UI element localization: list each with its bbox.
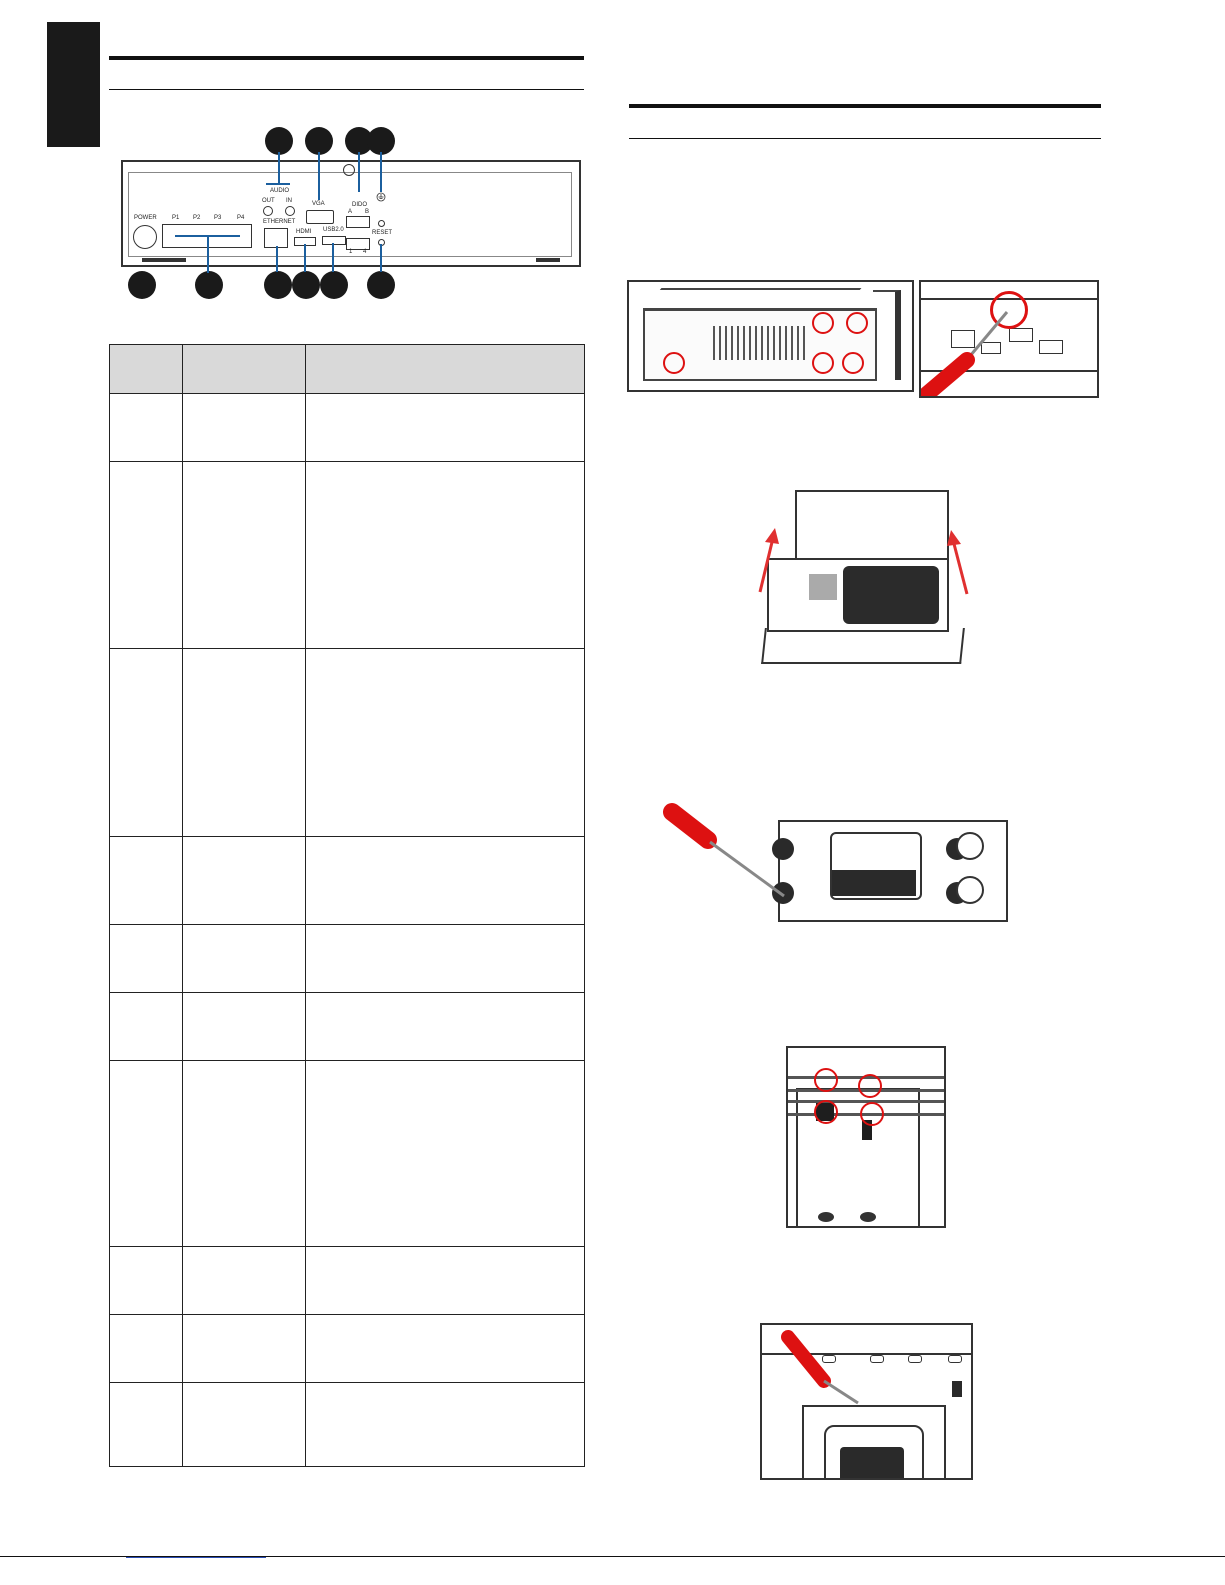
table-header-cell <box>110 345 183 394</box>
side-connector <box>952 1381 962 1397</box>
bracket-label-area <box>832 870 916 896</box>
side-screws-photo <box>627 280 914 392</box>
table-cell <box>306 1061 585 1247</box>
connector-marker <box>858 1074 882 1098</box>
ground-symbol-icon <box>376 192 386 202</box>
indicator-led-icon <box>378 220 385 227</box>
table-row <box>110 837 585 925</box>
table-cell <box>110 1315 183 1383</box>
port-label-p2: P2 <box>193 215 201 221</box>
right-section-rule-top <box>629 104 1101 108</box>
left-section-rule-bottom <box>109 89 584 90</box>
power-jack-icon <box>133 225 157 249</box>
table-cell <box>110 1061 183 1247</box>
table-cell <box>306 993 585 1061</box>
table-cell <box>183 1247 306 1315</box>
reset-callout-line <box>380 244 382 272</box>
screwdriver-icon <box>921 306 1021 396</box>
table-cell <box>110 394 183 462</box>
connector-table <box>109 344 585 1467</box>
usb-label: USB2.0 <box>323 227 344 233</box>
callout-dot-ethernet <box>264 271 292 299</box>
callout-dot-power <box>128 271 156 299</box>
language-side-tab <box>47 22 100 147</box>
ethernet-port-icon <box>264 228 288 248</box>
device-front-bezel <box>873 290 901 380</box>
table-cell <box>110 462 183 649</box>
screw-marker <box>846 312 868 334</box>
connector-marker <box>814 1068 838 1092</box>
connector-marker <box>860 1102 884 1126</box>
red-arrow-icon <box>941 528 981 598</box>
bracket-removal-photo <box>760 1323 973 1480</box>
screwdriver-icon <box>762 1325 872 1415</box>
table-cell <box>306 837 585 925</box>
audio-out-label: OUT <box>262 198 275 204</box>
hdd-drive <box>840 1447 904 1480</box>
hdmi-callout-line <box>304 244 306 272</box>
table-cell <box>306 462 585 649</box>
table-row <box>110 1247 585 1315</box>
hdmi-label: HDMI <box>296 229 312 235</box>
port-label-p1: P1 <box>172 215 180 221</box>
table-cell <box>183 993 306 1061</box>
dido-a-label: A <box>348 209 353 215</box>
table-cell <box>110 1247 183 1315</box>
rear-screw-photo <box>919 280 1099 398</box>
power-label: POWER <box>134 215 157 221</box>
callout-dot-ground <box>367 127 395 155</box>
bracket-hole <box>956 876 984 904</box>
table-cell <box>183 462 306 649</box>
port-label-p3: P3 <box>214 215 222 221</box>
callout-dot-reset <box>367 271 395 299</box>
table-cell <box>183 1383 306 1467</box>
bracket-hole <box>956 832 984 860</box>
table-cell <box>306 1383 585 1467</box>
port-label-p4: P4 <box>237 215 245 221</box>
fan-hole <box>818 1212 834 1222</box>
screw-marker <box>842 352 864 374</box>
audio-in-label: IN <box>286 198 292 204</box>
table-header-cell <box>183 345 306 394</box>
screwdriver-icon <box>660 798 790 908</box>
table-cell <box>110 925 183 993</box>
table-cell <box>110 993 183 1061</box>
reset-label: RESET <box>372 230 393 236</box>
connector-marker <box>814 1100 838 1124</box>
table-row <box>110 649 585 837</box>
table-cell <box>306 649 585 837</box>
screw-marker <box>663 352 685 374</box>
table-cell <box>110 649 183 837</box>
table-cell <box>183 925 306 993</box>
table-row <box>110 925 585 993</box>
screw-marker <box>812 312 834 334</box>
callout-dot-audio <box>265 127 293 155</box>
screw-marker <box>812 352 834 374</box>
device-top-edge <box>643 288 861 310</box>
ground-callout-line <box>380 152 382 192</box>
panel-foot <box>536 258 560 262</box>
audio-in-jack-icon <box>285 206 295 216</box>
usb-port-icon <box>322 236 346 245</box>
table-cell <box>110 837 183 925</box>
table-row <box>110 1315 585 1383</box>
dido-4-label: 4 <box>363 249 367 255</box>
table-cell <box>183 1061 306 1247</box>
table-row <box>110 394 585 462</box>
dido-b-label: B <box>365 209 370 215</box>
audio-callout-line <box>278 152 280 183</box>
vga-label: VGA <box>312 201 325 207</box>
ethernet-callout-line <box>276 246 278 272</box>
poe-callout-line <box>207 235 209 273</box>
chassis-base <box>761 628 965 664</box>
table-cell <box>306 925 585 993</box>
usb-callout-line <box>332 243 334 272</box>
callout-dot-poe-ports <box>195 271 223 299</box>
table-row <box>110 993 585 1061</box>
ethernet-label: ETHERNET <box>263 219 296 225</box>
dido-label: DIDO <box>352 202 367 208</box>
hdd-cables-photo <box>786 1046 946 1228</box>
rail-slot <box>870 1355 884 1363</box>
chassis-screw-icon <box>343 164 355 176</box>
cover-top <box>795 490 949 562</box>
audio-out-jack-icon <box>263 206 273 216</box>
lift-cover-illustration <box>745 488 985 668</box>
callout-dot-vga <box>305 127 333 155</box>
callout-dot-hdmi <box>292 271 320 299</box>
table-cell <box>183 649 306 837</box>
internal-board <box>843 566 939 624</box>
vga-port-icon <box>306 210 334 224</box>
rail-slot <box>908 1355 922 1363</box>
fan-hole <box>860 1212 876 1222</box>
table-cell <box>183 1315 306 1383</box>
audio-callout-bracket <box>266 183 290 185</box>
left-section-rule-top <box>109 56 584 60</box>
table-header-row <box>110 345 585 394</box>
table-row <box>110 1061 585 1247</box>
rear-port-icon <box>1039 340 1063 354</box>
rail-slot <box>948 1355 962 1363</box>
callout-dot-usb <box>320 271 348 299</box>
table-row <box>110 462 585 649</box>
table-cell <box>306 1315 585 1383</box>
vent-grille <box>713 326 809 360</box>
dido-callout-line <box>358 152 360 192</box>
hdd-bracket-illustration <box>660 798 1020 938</box>
table-header-cell <box>306 345 585 394</box>
internal-bracket <box>809 574 837 600</box>
red-arrow-icon <box>745 526 785 596</box>
panel-foot <box>142 258 186 262</box>
audio-label: AUDIO <box>270 188 290 194</box>
vga-callout-line <box>318 152 320 200</box>
footer-link-underline <box>126 1557 266 1558</box>
table-cell <box>183 394 306 462</box>
table-cell <box>183 837 306 925</box>
dido-terminal-top-icon <box>346 216 370 228</box>
table-cell <box>306 394 585 462</box>
table-row <box>110 1383 585 1467</box>
right-section-rule-bottom <box>629 138 1101 139</box>
table-cell <box>306 1247 585 1315</box>
table-cell <box>110 1383 183 1467</box>
dido-1-label: 1 <box>349 249 353 255</box>
